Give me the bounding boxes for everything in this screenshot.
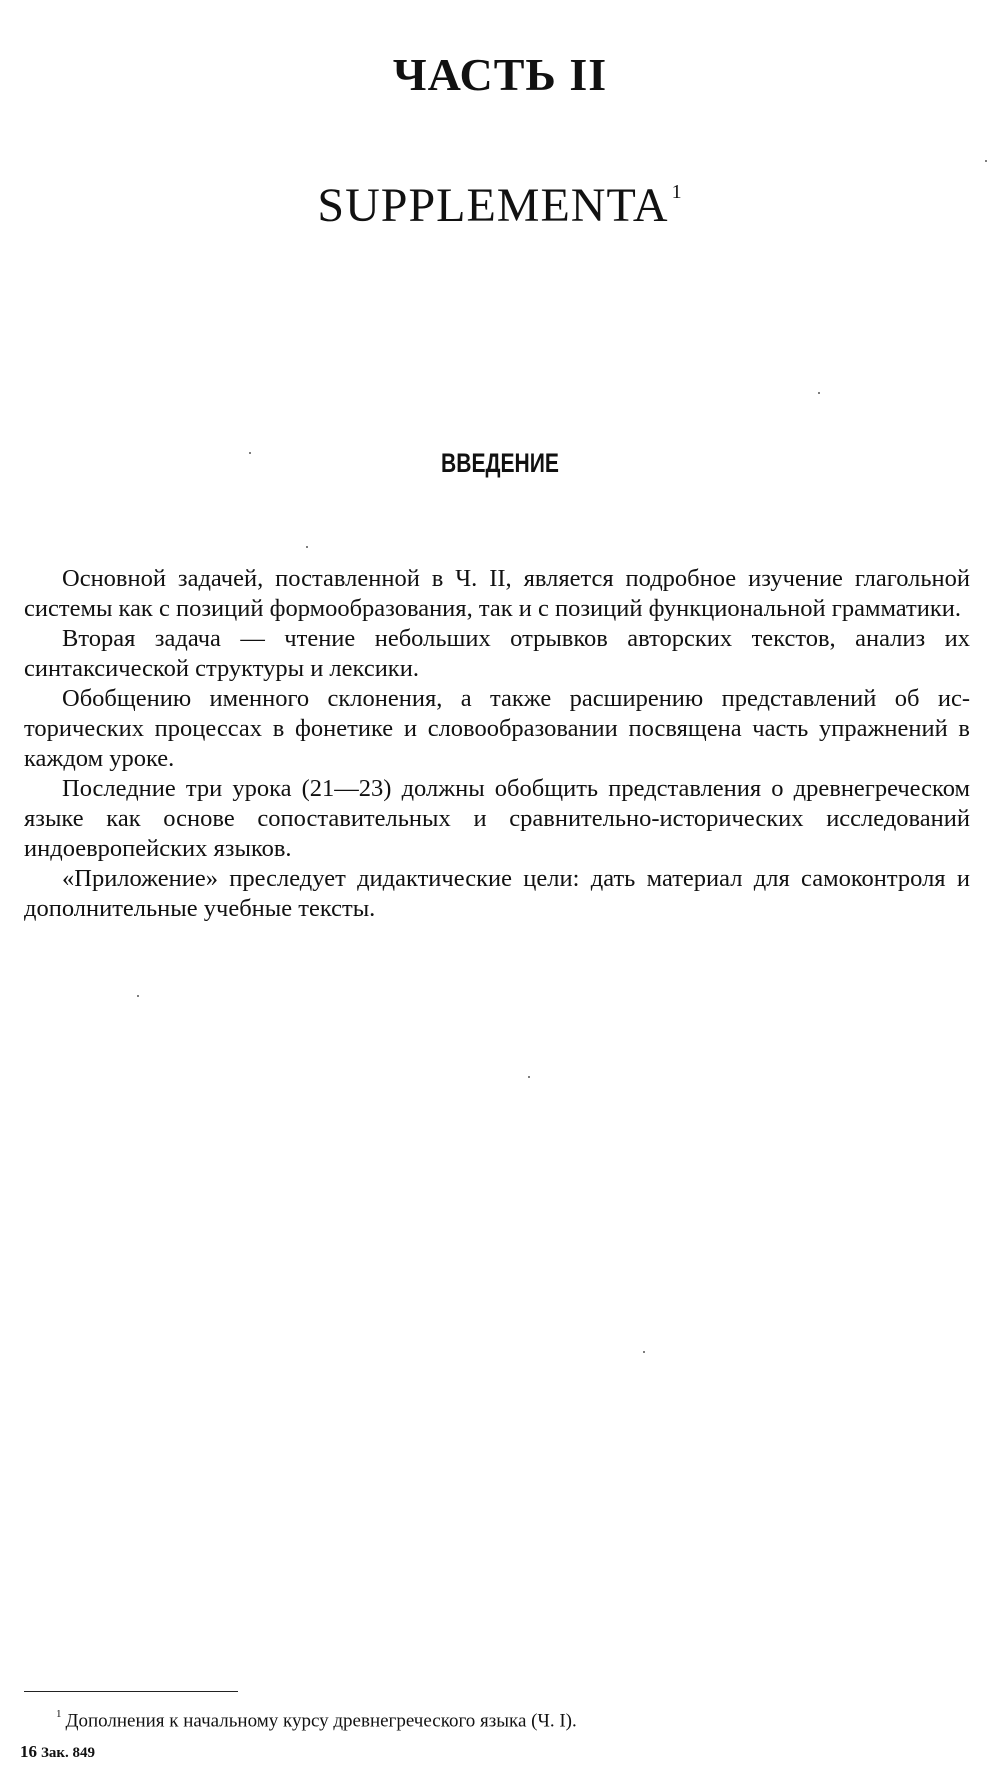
- signature-number: 16: [20, 1742, 37, 1761]
- paragraph: Последние три урока (21—23) должны обобщить представления о древнегреческом языке как основе сопоставительных и сравнительно-исторических исследований индоевропейских языков.: [24, 775, 970, 862]
- footnote-divider: [24, 1691, 238, 1692]
- scan-speck: [249, 452, 251, 454]
- section-title-text: SUPPLEMENTA: [317, 179, 669, 232]
- printer-signature: [20, 1742, 95, 1762]
- scan-speck: [306, 546, 308, 548]
- scan-speck: [137, 995, 139, 997]
- signature-text: Зак. 849: [41, 1745, 96, 1761]
- paragraph: Основной задачей, поставленной в Ч. II, является подробное изучение глагольной системы как с позиций формообразования, так и с позиций функциональной грамматики.: [24, 565, 970, 622]
- intro-body: [24, 564, 970, 924]
- scan-speck: [818, 392, 820, 394]
- part-title: ЧАСТЬ II: [392, 49, 608, 100]
- footnote-text: Дополнения к начальному курсу древнегреческого языка (Ч. I).: [65, 1710, 577, 1732]
- footnote: [56, 1704, 956, 1733]
- footnote-marker: 1: [671, 181, 683, 203]
- scan-speck: [643, 1351, 645, 1353]
- paragraph: Вторая задача — чтение небольших отрывков авторских текстов, анализ их синтаксической структуры и лексики.: [24, 625, 970, 682]
- paragraph: «Приложение» преследует дидактические цели: дать материал для самоконтроля и дополнительные учебные тексты.: [24, 865, 970, 922]
- intro-heading: ВВЕДЕНИЕ: [441, 448, 559, 478]
- footnote-number: 1: [56, 1708, 62, 1720]
- scan-speck: [985, 160, 987, 162]
- section-title: [0, 178, 1000, 233]
- scan-speck: [528, 1076, 530, 1078]
- paragraph: Обобщению именного склонения, а также расширению представлений об исторических процессах в фонетике и словообразовании посвящена часть упражнений в каждом уроке.: [24, 685, 970, 772]
